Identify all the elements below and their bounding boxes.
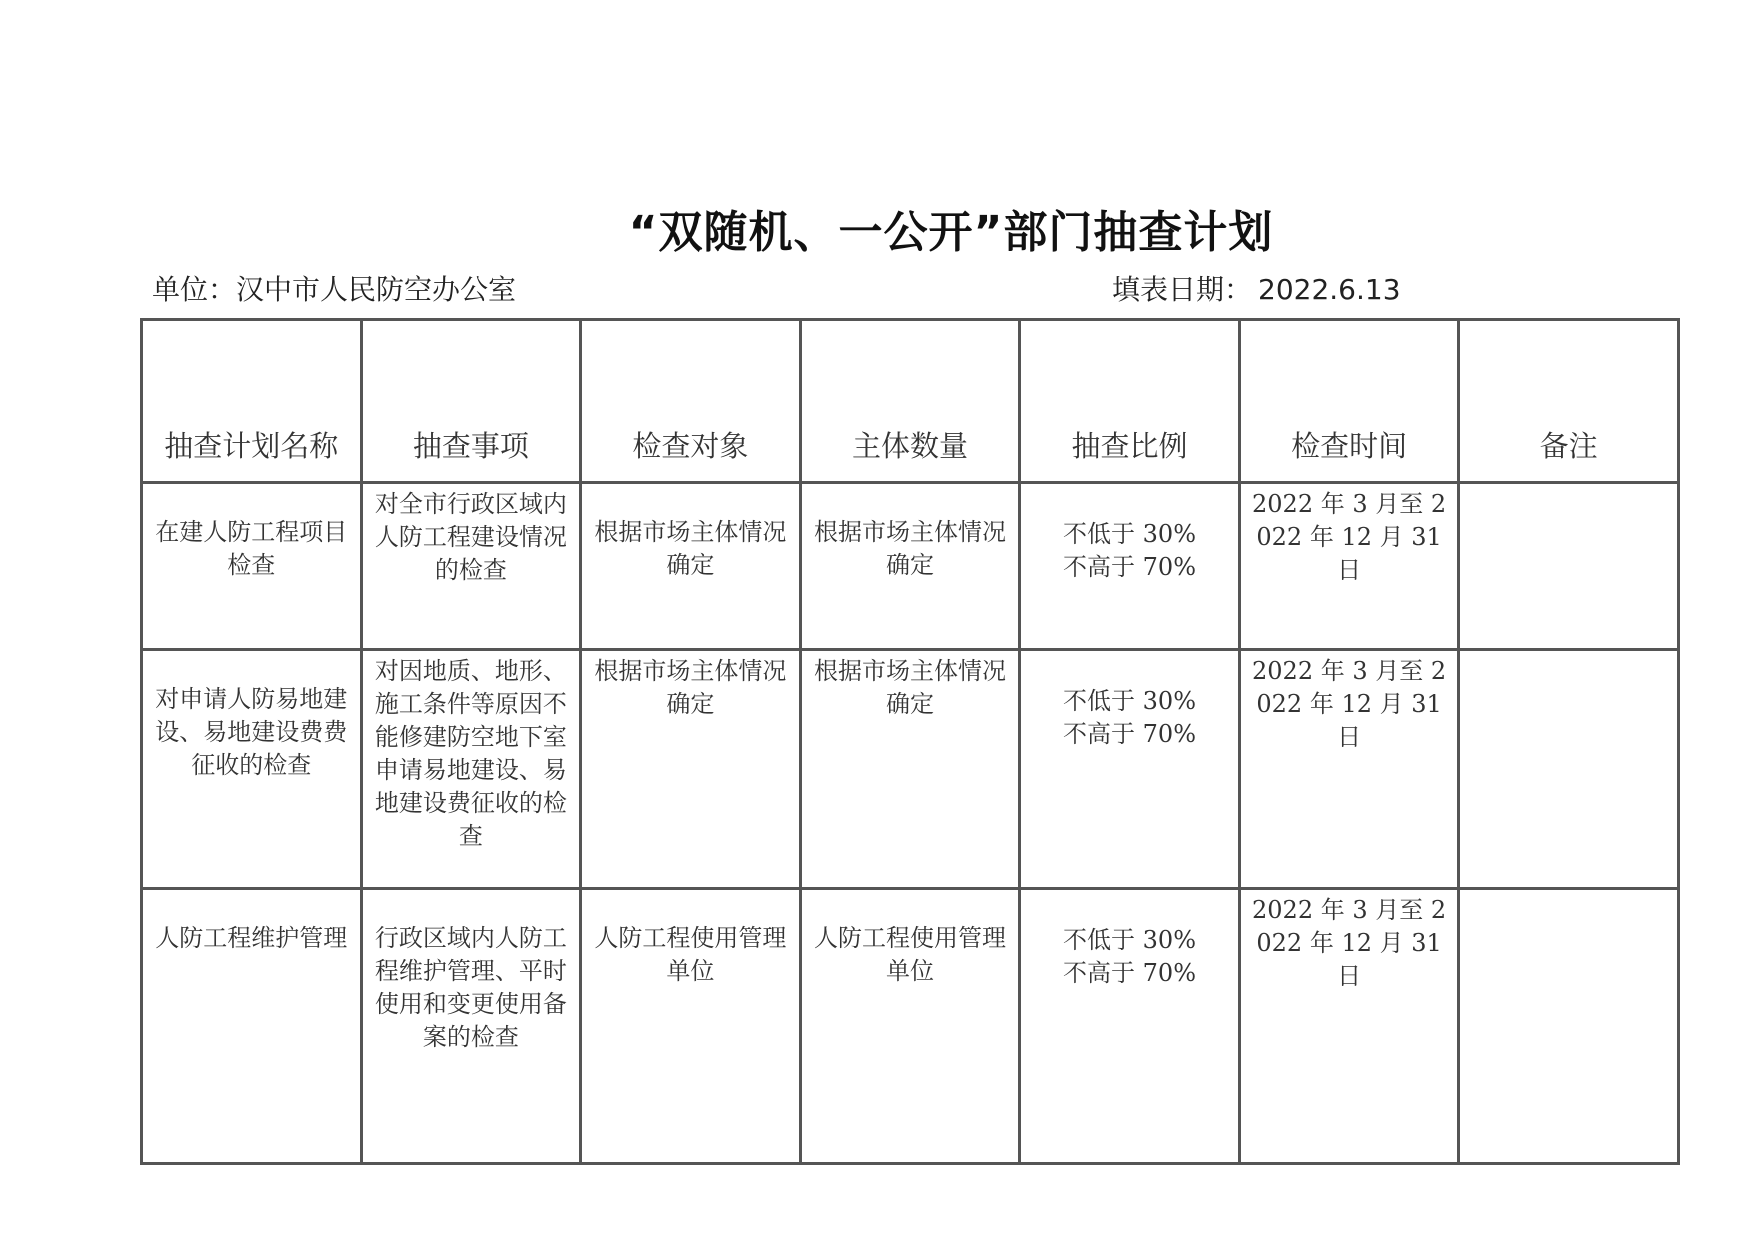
fill-date-label: 填表日期： [1112,273,1253,306]
cell-inspection-item: 行政区域内人防工程维护管理、平时使用和变更使用备案的检查 [361,889,581,1164]
cell-inspection-object: 根据市场主体情况确定 [581,650,801,889]
header-inspection-ratio: 抽查比例 [1020,320,1240,483]
cell-plan-name: 对申请人防易地建设、易地建设费费征收的检查 [142,650,362,889]
cell-plan-name: 人防工程维护管理 [142,889,362,1164]
table-row [142,889,1679,1164]
header-inspection-item: 抽查事项 [361,320,581,483]
document-title: “双随机、一公开”部门抽查计划 [628,207,1274,258]
cell-inspection-ratio [1020,483,1240,650]
cell-remarks [1459,483,1679,650]
inspection-plan-table [140,318,1680,1165]
table-header-row [142,320,1679,483]
cell-inspection-item: 对因地质、地形、施工条件等原因不能修建防空地下室申请易地建设、易地建设费征收的检查 [361,650,581,889]
ratio-min: 不低于 30% [1063,687,1197,715]
header-remarks: 备注 [1459,320,1679,483]
cell-subject-count: 根据市场主体情况确定 [800,650,1020,889]
cell-inspection-time: 2022 年 3 月至 2022 年 12 月 31 日 [1239,483,1459,650]
header-inspection-time: 检查时间 [1239,320,1459,483]
ratio-max: 不高于 70% [1063,959,1197,987]
cell-inspection-object: 人防工程使用管理单位 [581,889,801,1164]
table-row [142,483,1679,650]
ratio-max: 不高于 70% [1063,720,1197,748]
cell-inspection-ratio [1020,889,1240,1164]
cell-inspection-time: 2022 年 3 月至 2022 年 12 月 31 日 [1239,650,1459,889]
ratio-min: 不低于 30% [1063,926,1197,954]
cell-inspection-time: 2022 年 3 月至 2022 年 12 月 31 日 [1239,889,1459,1164]
header-inspection-object: 检查对象 [581,320,801,483]
ratio-min: 不低于 30% [1063,520,1197,548]
fill-date-value: 2022.6.13 [1258,273,1401,306]
cell-remarks [1459,889,1679,1164]
unit-label: 单位：汉中市人民防空办公室 [152,273,517,306]
header-plan-name: 抽查计划名称 [142,320,362,483]
table-row [142,650,1679,889]
cell-subject-count: 人防工程使用管理单位 [800,889,1020,1164]
cell-inspection-object: 根据市场主体情况确定 [581,483,801,650]
ratio-max: 不高于 70% [1063,553,1197,581]
fill-date [1112,268,1401,308]
cell-subject-count: 根据市场主体情况确定 [800,483,1020,650]
header-subject-count: 主体数量 [800,320,1020,483]
cell-inspection-ratio [1020,650,1240,889]
cell-plan-name: 在建人防工程项目检查 [142,483,362,650]
cell-remarks [1459,650,1679,889]
cell-inspection-item: 对全市行政区域内人防工程建设情况的检查 [361,483,581,650]
